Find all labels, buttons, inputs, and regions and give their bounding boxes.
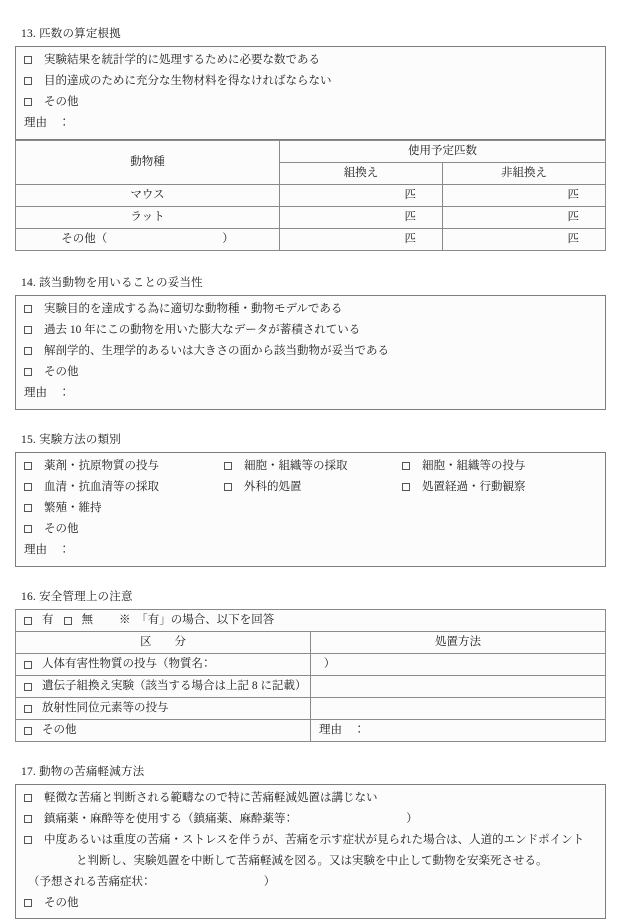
checkbox-label: 鎮痛薬・麻酔等を使用する（鎮痛薬、麻酔薬等： ）: [44, 813, 418, 825]
cell-animal-name-other[interactable]: その他（ ）: [16, 229, 280, 251]
checkbox-label: 解剖学的、生理学的あるいは大きさの面から該当動物が妥当である: [44, 345, 389, 357]
header-non-recombinant: 非組換え: [443, 163, 606, 185]
checkbox-square[interactable]: [24, 77, 32, 85]
header-category: 区 分: [16, 632, 311, 654]
checkbox-square[interactable]: [24, 462, 32, 470]
cell-recombinant-count[interactable]: 匹: [280, 185, 443, 207]
cell-category[interactable]: [16, 698, 311, 720]
checkbox-label: 細胞・組織等の採取: [244, 460, 348, 472]
cell-non-recombinant-count[interactable]: 匹: [443, 207, 606, 229]
checkbox-square[interactable]: [402, 483, 410, 491]
category-label: その他: [42, 724, 77, 736]
grid-empty-cell: [394, 519, 605, 540]
checkbox-row[interactable]: [16, 92, 605, 113]
checkbox-square-yes[interactable]: [24, 617, 32, 625]
checkbox-row[interactable]: [16, 519, 216, 540]
header-treatment-method: 処置方法: [311, 632, 606, 654]
reason-label[interactable]: 理由 ：: [24, 544, 70, 556]
table-row: [16, 676, 606, 698]
checkbox-square[interactable]: [24, 836, 32, 844]
section-15: [15, 432, 606, 567]
checkbox-row[interactable]: [16, 893, 605, 918]
reason-label[interactable]: 理由 ：: [24, 387, 70, 399]
checkbox-row[interactable]: [16, 498, 216, 519]
cell-category[interactable]: [16, 720, 311, 742]
label-no: 無: [81, 614, 93, 626]
section-17-title: 動物の苦痛軽減方法: [39, 766, 145, 778]
section-13-heading: [21, 26, 606, 42]
section-14-checkbox-box: [15, 295, 606, 410]
checkbox-label: 細胞・組織等の投与: [422, 460, 526, 472]
label-yes: 有: [42, 614, 54, 626]
checkbox-row-multiline[interactable]: [16, 830, 605, 872]
safety-management-table: [15, 609, 606, 742]
checkbox-row[interactable]: [16, 456, 216, 477]
checkbox-label-line2: と判断し、実験処置を中断して苦痛軽減を図る。又は実験を中止して動物を安楽死させる。: [76, 855, 548, 867]
checkbox-square[interactable]: [24, 727, 32, 735]
checkbox-square[interactable]: [24, 794, 32, 802]
checkbox-row[interactable]: [16, 296, 605, 320]
expected-symptoms-line[interactable]: （予想される苦痛症状： ）: [28, 876, 276, 888]
category-checkbox-group[interactable]: [16, 720, 310, 741]
checkbox-label: その他: [44, 366, 79, 378]
checkbox-row[interactable]: [394, 477, 605, 498]
cell-non-recombinant-count[interactable]: 匹: [443, 229, 606, 251]
section-14: [15, 275, 606, 410]
table-row: [16, 185, 606, 207]
checkbox-square[interactable]: [24, 504, 32, 512]
table-yes-no-row: [16, 610, 606, 632]
section-14-heading: [21, 275, 606, 291]
cell-recombinant-count[interactable]: 匹: [280, 229, 443, 251]
section-15-checkbox-box: [15, 452, 606, 567]
checkbox-row[interactable]: [216, 456, 394, 477]
cell-non-recombinant-count[interactable]: 匹: [443, 185, 606, 207]
table-row: [16, 229, 606, 251]
cell-category[interactable]: [16, 654, 336, 676]
section-16-heading: [21, 589, 606, 605]
checkbox-square[interactable]: [24, 815, 32, 823]
reason-label[interactable]: 理由 ：: [24, 117, 70, 129]
checkbox-label: 目的達成のために充分な生物材料を得なければならない: [44, 75, 332, 87]
header-planned-count: 使用予定匹数: [280, 141, 606, 163]
table-row: [16, 207, 606, 229]
section-14-title: 該当動物を用いることの妥当性: [39, 277, 203, 289]
checkbox-label: 薬剤・抗原物質の投与: [44, 460, 159, 472]
section-17-number: 17.: [21, 766, 36, 778]
checkbox-label: 処置経過・行動観察: [422, 481, 526, 493]
checkbox-square[interactable]: [24, 525, 32, 533]
cell-animal-name: マウス: [16, 185, 280, 207]
checkbox-square[interactable]: [24, 705, 32, 713]
checkbox-square[interactable]: [24, 899, 32, 907]
checkbox-square[interactable]: [24, 98, 32, 106]
category-checkbox-group[interactable]: [16, 698, 310, 719]
checkbox-label: 外科的処置: [244, 481, 302, 493]
cell-recombinant-count[interactable]: 匹: [280, 207, 443, 229]
table-row: [16, 654, 606, 676]
yes-no-note: ※ 「有」の場合、以下を回答: [119, 614, 275, 626]
checkbox-row[interactable]: [16, 477, 216, 498]
grid-empty-cell: [216, 498, 394, 519]
checkbox-row[interactable]: [16, 785, 605, 809]
cell-yes-no: [16, 610, 606, 632]
checkbox-square[interactable]: [24, 483, 32, 491]
section-17-checkbox-box: [15, 784, 606, 919]
cell-treatment-method[interactable]: [311, 654, 606, 676]
checkbox-label-group: [44, 830, 584, 872]
checkbox-square[interactable]: [224, 462, 232, 470]
cell-treatment-method[interactable]: [311, 676, 606, 698]
checkbox-label-line1: 中度あるいは重度の苦痛・ストレスを伴うが、苦痛を示す症状が見られた場合は、人道的エンドポイント: [44, 834, 585, 846]
checkbox-row[interactable]: [16, 362, 605, 383]
checkbox-square[interactable]: [24, 683, 32, 691]
checkbox-square[interactable]: [24, 368, 32, 376]
category-label: 放射性同位元素等の投与: [42, 702, 169, 714]
checkbox-row[interactable]: [16, 47, 605, 71]
checkbox-label: その他: [44, 897, 79, 909]
checkbox-square[interactable]: [24, 661, 32, 669]
checkbox-square[interactable]: [24, 347, 32, 355]
section-15-number: 15.: [21, 434, 36, 446]
checkbox-label: 血清・抗血清等の採取: [44, 481, 159, 493]
checkbox-square[interactable]: [402, 462, 410, 470]
category-label: 遺伝子組換え実験（該当する場合は上記 8 に記載）: [42, 680, 307, 692]
category-checkbox-group[interactable]: [16, 654, 336, 675]
section-13-checkbox-box: [15, 46, 606, 140]
section-16-title: 安全管理上の注意: [39, 591, 133, 603]
section-15-title: 実験方法の類別: [39, 434, 121, 446]
checkbox-label: 過去 10 年にこの動物を用いた膨大なデータが蓄積されている: [44, 324, 361, 336]
checkbox-square[interactable]: [224, 483, 232, 491]
table-header-row: [16, 632, 606, 654]
checkbox-row[interactable]: [16, 320, 605, 341]
grid-empty-cell: [216, 519, 394, 540]
checkbox-square[interactable]: [24, 56, 32, 64]
checkbox-label: 実験目的を達成する為に適切な動物種・動物モデルである: [44, 303, 343, 315]
section-17: [15, 764, 606, 919]
grid-empty-cell: [394, 498, 605, 519]
checkbox-row[interactable]: [16, 809, 605, 830]
cell-animal-name: ラット: [16, 207, 280, 229]
section-13-title: 匹数の算定根拠: [39, 28, 121, 40]
section-13-number: 13.: [21, 28, 36, 40]
cell-treatment-reason[interactable]: 理由 ：: [311, 720, 606, 742]
checkbox-square[interactable]: [24, 326, 32, 334]
category-checkbox-group[interactable]: [16, 676, 310, 697]
checkbox-label: 軽微な苦痛と判断される範疇なので特に苦痛軽減処置は講じない: [44, 792, 378, 804]
checkbox-label: 実験結果を統計学的に処理するために必要な数である: [44, 54, 320, 66]
table-row: [16, 720, 606, 742]
cell-category[interactable]: [16, 676, 311, 698]
section-16-number: 16.: [21, 591, 36, 603]
section-15-heading: [21, 432, 606, 448]
checkbox-row[interactable]: [16, 71, 605, 92]
yes-no-group: [16, 610, 605, 631]
table-header-row: [16, 141, 606, 163]
header-recombinant: 組換え: [280, 163, 443, 185]
header-animal-species: 動物種: [16, 141, 280, 185]
table-row: [16, 698, 606, 720]
cell-treatment-method[interactable]: [311, 698, 606, 720]
checkbox-square[interactable]: [24, 305, 32, 313]
checkbox-label: その他: [44, 523, 79, 535]
checkbox-row[interactable]: [216, 477, 394, 498]
section-13: [15, 26, 606, 251]
checkbox-square-no[interactable]: [64, 617, 72, 625]
checkbox-row[interactable]: [394, 456, 605, 477]
section-16: [15, 589, 606, 742]
checkbox-label: 繁殖・維持: [44, 502, 102, 514]
method-checkbox-grid: [16, 453, 605, 540]
checkbox-row[interactable]: [16, 341, 605, 362]
section-14-number: 14.: [21, 277, 36, 289]
animal-count-table: [15, 140, 606, 251]
section-17-heading: [21, 764, 606, 780]
checkbox-label: その他: [44, 96, 79, 108]
category-label: 人体有害性物質の投与（物質名： ）: [42, 658, 336, 670]
